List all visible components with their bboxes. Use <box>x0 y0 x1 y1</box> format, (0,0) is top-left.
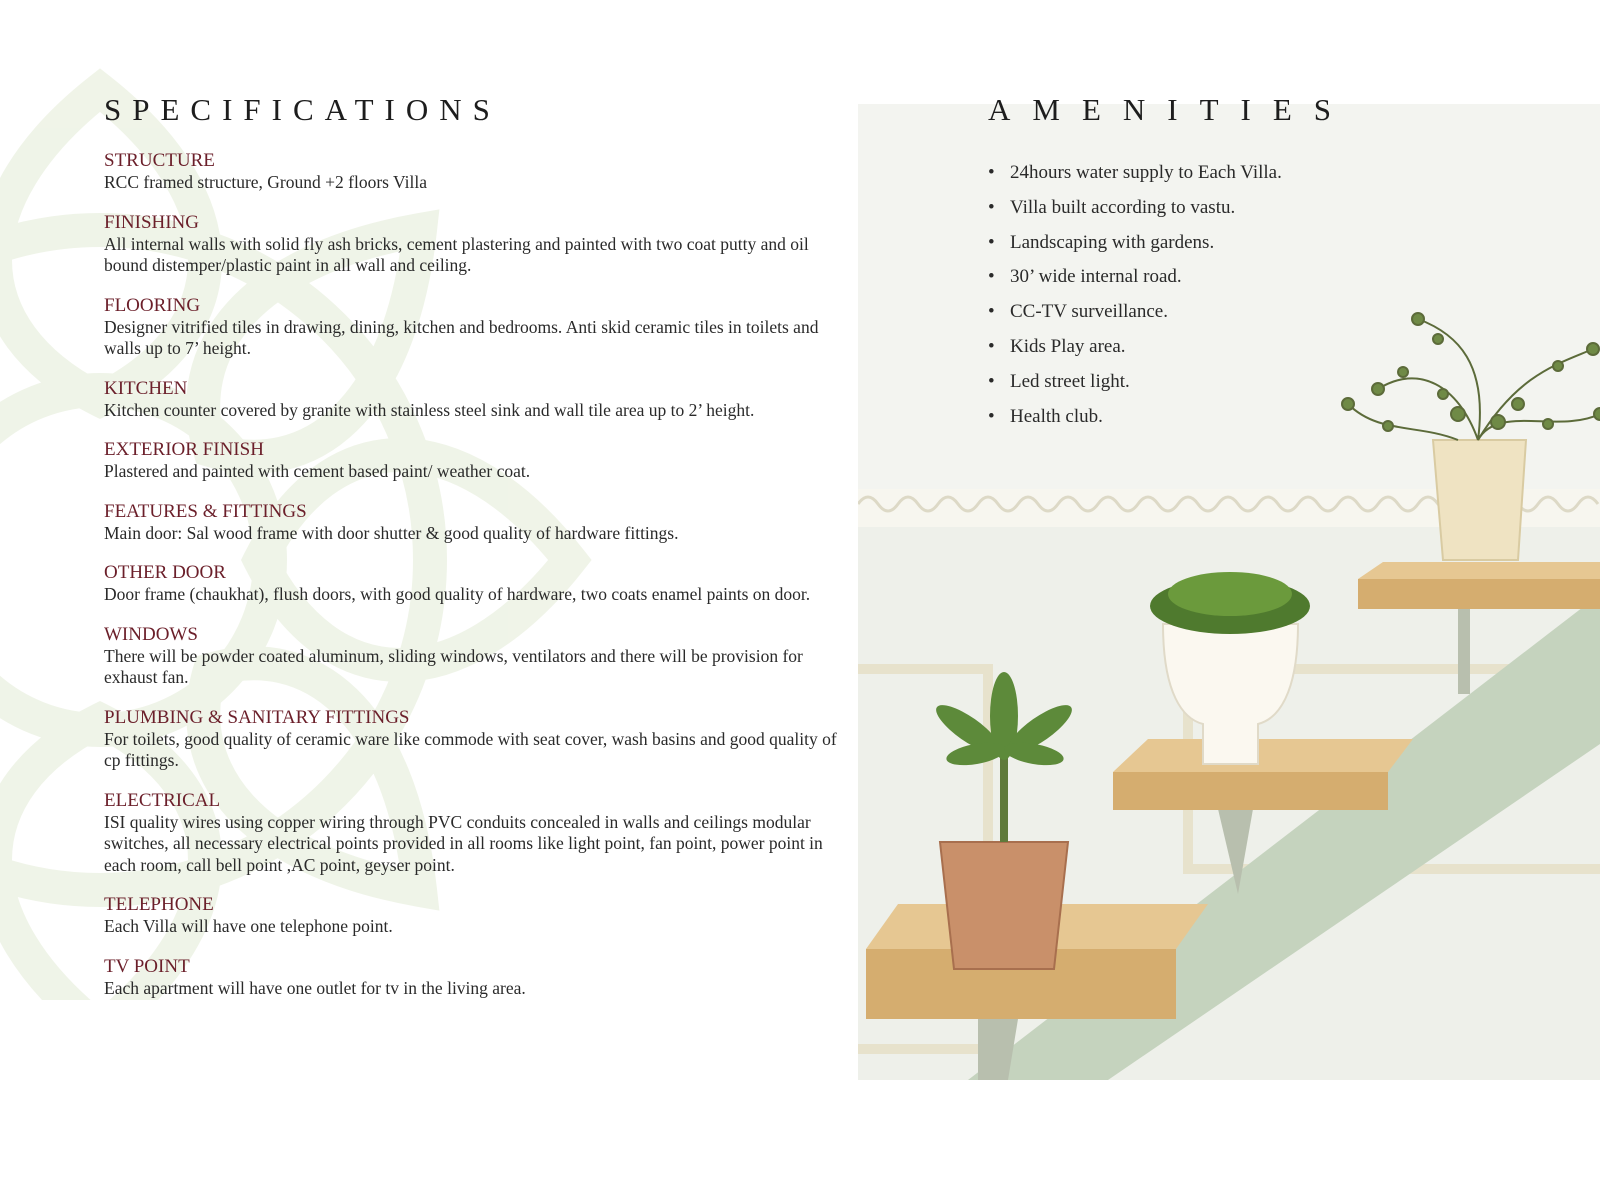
spec-item <box>104 295 844 360</box>
specifications-title: SPECIFICATIONS <box>104 92 501 127</box>
spec-item <box>104 707 844 772</box>
spec-text: RCC framed structure, Ground +2 floors Villa <box>104 172 427 192</box>
spec-heading: PLUMBING & SANITARY FITTINGS <box>104 706 410 728</box>
spec-text: ISI quality wires using copper wiring through PVC conduits concealed in walls and ceilings modular switches, all necessary electrical points provided in all rooms like light point, fan point, power point in each room, call bell point ,AC point, geyser point. <box>104 811 823 875</box>
amenity-item: • Landscaping with gardens. <box>988 226 1548 261</box>
spec-item <box>104 439 844 483</box>
spec-item <box>104 212 844 277</box>
amenities-title: AMENITIES <box>988 92 1354 127</box>
spec-heading: WINDOWS <box>104 623 198 645</box>
spec-heading: KITCHEN <box>104 377 188 399</box>
spec-text: Kitchen counter covered by granite with stainless steel sink and wall tile area up to 2’ height. <box>104 399 755 420</box>
spec-heading: FEATURES & FITTINGS <box>104 500 307 522</box>
spec-item <box>104 378 844 422</box>
spec-text: Each apartment will have one outlet for tv in the living area. <box>104 977 526 998</box>
step-mid-front <box>1113 772 1388 810</box>
amenity-item: • 24hours water supply to Each Villa. <box>988 156 1548 191</box>
step-bracket-top <box>1458 604 1470 694</box>
specifications-list <box>104 150 844 999</box>
spec-item <box>104 894 844 938</box>
amenity-item: • Kids Play area. <box>988 330 1548 365</box>
spec-text: Designer vitrified tiles in drawing, dining, kitchen and bedrooms. Anti skid ceramic tiles in toilets and walls up to 7’ height. <box>104 316 819 358</box>
spec-text: Plastered and painted with cement based paint/ weather coat. <box>104 461 531 481</box>
spec-item <box>104 790 844 877</box>
amenities-list <box>988 156 1548 434</box>
spec-text: There will be powder coated aluminum, sliding windows, ventilators and there will be provision for exhaust fan. <box>104 645 803 687</box>
step-mid-surface <box>1113 739 1413 772</box>
spec-item <box>104 562 844 606</box>
amenity-item: • Led street light. <box>988 365 1548 400</box>
spec-heading: FLOORING <box>104 294 201 316</box>
spec-text: Each Villa will have one telephone point. <box>104 916 393 936</box>
step-top-front <box>1358 579 1600 609</box>
step-top-surface <box>1358 562 1600 579</box>
amenity-item: • 30’ wide internal road. <box>988 260 1548 295</box>
spec-item <box>104 501 844 545</box>
pot-top <box>1433 440 1526 560</box>
amenity-item: • Villa built according to vastu. <box>988 191 1548 226</box>
spec-heading: STRUCTURE <box>104 150 215 171</box>
spec-heading: EXTERIOR FINISH <box>104 439 264 460</box>
spec-item <box>104 956 844 1000</box>
spec-heading: ELECTRICAL <box>104 789 221 811</box>
spec-text: Door frame (chaukhat), flush doors, with good quality of hardware, two coats enamel paints on door. <box>104 584 811 604</box>
spec-heading: TELEPHONE <box>104 894 214 915</box>
amenity-item: • CC-TV surveillance. <box>988 295 1548 330</box>
spec-text: Main door: Sal wood frame with door shutter & good quality of hardware fittings. <box>104 522 679 543</box>
spec-text: For toilets, good quality of ceramic ware like commode with seat cover, wash basins and good quality of cp fittings. <box>104 728 837 770</box>
spec-heading: FINISHING <box>104 211 199 233</box>
amenities-section <box>988 92 1548 434</box>
spec-item <box>104 150 844 194</box>
spec-text: All internal walls with solid fly ash bricks, cement plastering and painted with two coat putty and oil bound distemper/plastic paint in all wall and ceiling. <box>104 233 809 275</box>
spec-heading: TV POINT <box>104 955 190 977</box>
specifications-section <box>104 92 844 1017</box>
spec-heading: OTHER DOOR <box>104 562 226 583</box>
pot-bottom <box>940 842 1068 969</box>
spec-item <box>104 624 844 689</box>
amenity-item: • Health club. <box>988 400 1548 435</box>
